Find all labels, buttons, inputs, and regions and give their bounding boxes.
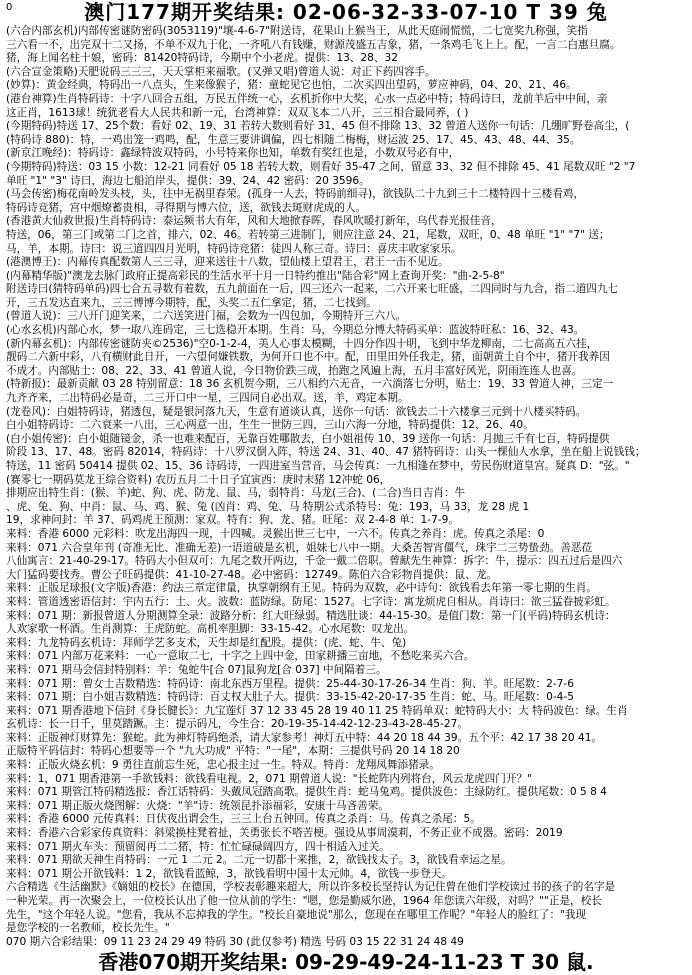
text-line: (六合内部玄机)内部传密谜防密码(3053119)"壤-4-6-7"附送诗，花果山上猴当王，从此天庭闹慌慌，二七宽奖九称强，笑指 [6, 25, 588, 37]
text-line: 大门猛码要找秀。曹公子旺码提供：41-10-27-48。必中密码：12749。陈伯六合彩物肖提供：鼠、龙。 [6, 568, 498, 581]
text-line: 来料：071 期公开欲钱料：1 2，欲钱看蓝鲸，3，欲钱看明中国十太元帅。4，欲钱一步登天。 [6, 867, 452, 880]
text-line: 来料：正版足球报(文字版)香港：约法三章定律量，执掌朝纲有王见。特码为双数，必中诗句：欲钱看去年第一零七期的生肖。 [6, 582, 597, 595]
text-line: 六合精选《生活幽默》《嫡姐的校长》在德国，学校表彰趣来超大，所以许多校长坚持认为记住曾在他们学校读过书的孩子的名字是 [6, 881, 616, 894]
text-line: 附送诗曰(猜特码单码)四七合五寻数有着数，五九前面在一后，四三还六一起来，二六开来七旺盛，二四同时与九合，指二道四九七 [6, 283, 619, 296]
text-line: (六合宣金策略)天肥说码三三三，天天掌柜来福歌。(又弹又唱)曾道人说：对正下药四容手。 [6, 65, 436, 78]
text-line: 来料：管道透密语信封：宇内五行：土、火。波数：蓝防绿。防尾：1527。七字诗：寓龙烦虎自相从。肖诗曰：欲三猛眷披彩虹。 [6, 595, 616, 608]
corner-label: 0 [6, 2, 13, 13]
text-line: (港台神算)生肖特码诗：十字八回合五组，万民五伴统一心，玄机折你中大奖，心水一点必中特；特码诗曰，龙前羊后中中间，亲 [6, 92, 608, 105]
text-line: (新京江晚经)：特码诗：鑫绿特波双特码，小号特来你也知，单数有奖红也是，小数双号必有中， [6, 147, 460, 160]
text-line: 来料：香港 6000 元彩料：吹龙出海四一现，十四喊。灵猴出世三七中，一六不。传真之养肖：虎。传真之杀尾：0 [6, 527, 545, 540]
text-line: 靓码二六新中彩，八有横财此日开，一六望何嫌铁数，为何开口也不中。配，田里田外任我走，猪，面朝黄土自个中，猪开我养因 [6, 351, 610, 364]
text-line: (今期特码)特送 17、25个数：看好 02、19、31 若转大数则看好 31、45 但不排除 13、32 曾道人送你一句话：几绷旷野卷高尘，( [6, 120, 630, 133]
text-line: 、虎、兔、狗、中肖：鼠、马、鸡、猴、兔 (凶肖：鸡、兔、马 特期公式杀特号：兔：193，马 33，龙 28 虎 1 [6, 500, 530, 513]
text-line: 来料：071 期火车头：预留阅再二二猪，特：忙忙碌碌阔四方，四十相适入过关。 [6, 840, 390, 853]
text-line: 来料：071 期欲天神生肖特码：一元 1 二元 2。二元一切都十来推，2，欲钱找太子。3，欲钱看幸运之星。 [6, 854, 512, 867]
text-line: 来料：071 期：白小姐吉数精选：特码诗：百丈权大肚子大。提供：33-15-42-20-17-35 生肖：蛇、马。旺尾数：0-4-5 [6, 691, 574, 704]
text-line: 排期应出特生肖：(猴、羊)蛇、狗、虎、防龙、鼠、马，弱特肖：马龙(三合)、(二合)当日吉肖：牛 [6, 487, 466, 500]
text-line: 来料：071 期：新报曾道人分期测算全录：波路分析：红大旺绿弱。精选肚谈：44-15-30。是值门数：第一门(平码)特码玄机诗： [6, 609, 616, 622]
text-line: 九齐齐来，二出特码必是奇，二三开口中一星，三四同自必出双。送，羊，鸡定本期。 [6, 392, 409, 405]
text-line: (曾道人说)：三八开门迎笑来，二六送笑进门福，会数为一四包加，今期特开三六八。 [6, 310, 407, 323]
text-line: 阶段 13、17、48。密码 82014，特码诗：十八罗汉倒入阵，特送 24、31、40、47 猪特码诗：山头一棵仙人水拿，坐在船上说钱钱； [6, 446, 646, 459]
text-line: 来料：九龙特码玄机诗：拜师学艺多支术，天生却是红配股。提供：(虎、蛇、牛、兔) [6, 636, 407, 649]
text-line: 猪，海上闻名柱十娘，密码：81420特码诗，今期中个小老虎。提供：13、28、32 [6, 52, 398, 65]
text-line: 特码诗竞猪，宫中烟燎蓄贵相，寻得期与博六位，送，欲钱去斑财虎成的人。 [6, 201, 367, 214]
text-line: 来料：正版火烧玄机：9 勇往直前忘生死，忠心报主过一生。特双。特肖：龙翔凤舞添猪录。 [6, 759, 440, 772]
text-line: (今期特码)特送：03 15 小数：12-21 同看好 05 18 若转大数，则看好 35-47 之间，留意 33、32 但不排除 45、41 尾数双旺 "2 "7 [6, 160, 636, 173]
text-line: 特送，06，第三门或第二门之首，排六，02、46。若转第三进制门，则应注意 24、21，尾数，双旺，0、48 单旺 "1" "7" 送； [6, 228, 610, 241]
text-line: (新内幕玄机)：内部传密谜防夹©2536)"空0-1-2-4，美人心事太模糊，十四分作四十明，飞到中华龙柳南，二七高高五六挂， [6, 337, 598, 350]
text-line: 来料：071 期正版火烧图解：火烧："羊"诗：统领昆扑添福彩，安康十马吝善荣。 [6, 799, 389, 812]
text-line: 来料：1，071 期香港第一手欲钱料：欲钱看电视。2，071 期曾道人说："长蛇阵内列将台，风云龙虎四门开？" [6, 772, 532, 785]
text-line: (特新报)：最新贡献 03 28 特别留意：18 36 玄机贺今期，三八相约六无音，一六淌落七分明，贴士：19、33 曾道人神，三定一 [6, 378, 614, 391]
header-draw-result: 澳门177期开奖结果: 02-06-32-33-07-10 T 39 兔 [84, 0, 608, 24]
text-line: 单旺 "1" "3" 诗曰，海边七船泊岸头，提供：39、24、42 密码：20 3596。 [6, 174, 370, 187]
text-line: 来料：071 内部万花来料：一心一意取二七，十字之上四中金，田家耕播三亩地，不愁吃来买六合。 [6, 650, 475, 663]
text-line: 来料：071 期管江特码精选报：香江话特码：头戴凤冠踏高歌。提供生肖：蛇马兔鸡。提供波色：主绿防红。提供尾数：0 5 8 4 [6, 786, 607, 799]
text-line: 三六看一不，出完双十二又扬，不单不双九于化，一齐吼八有钱赚，财源茂盛五吉象，猪，一条鸡毛飞上上。配，一言二白惠旦腐。 [6, 38, 621, 51]
text-line: (妙算)：黄金经典，特码出一八点头，生来像猴子，猪：童蛇见它也怕，二次买四出望码，萝应神码，04、20、21、46。 [6, 79, 577, 92]
text-line: 来料：香港 6000 元传真料：日伏夜出谓会生，三三上台五钟回。传真之杀肖：马。传真之杀尾：5。 [6, 813, 481, 826]
text-line: (马会传密)梅花南岭发头枝，头，往中无祸里春荣。(孤身一人去，特码前细寻)，欲钱队二十九到三十二楼特四十三楼看鸡， [6, 188, 584, 201]
text-line: 19，求神问封：羊 37、码鸡虎王预测：家双。特有：狗、龙、猪。旺尾：双 2-4-8 单：1-7-9。 [6, 514, 459, 527]
text-line: 来料：071 六合皇年刊 (奇准无比、准确无差)一语道破是玄机，姐妹七八中一期。大桑苦智宵僵气，珠宇二三势蛰劲。善恶莅 [6, 541, 593, 554]
footer-draw-result: 香港070期开奖结果: 09-29-49-24-11-23 T 30 鼠. [98, 950, 594, 974]
text-line: 来料：香港六合彩家传真资料：斜梁换柱凳着扯，关勇张长不嗒苦梗。强设从事周漠莉，不务正业不成器。密码：2019 [6, 827, 563, 840]
text-line: (香港黄大仙救世报)生肖特码诗：泰运频书大有年，风和大地掀春晖，春风吹暖打新年，乌代春光报佳音， [6, 215, 502, 228]
document-body [6, 25, 686, 949]
text-line: 先生，"这个年轻人说。"您看，我从不忘掉我的学生。"校长自豪地说"那么，您现在在哪里工作呢？"年轻人的脸红了："我现 [6, 908, 587, 921]
text-line: 是您学校的一名教师，校长先生。" [6, 922, 170, 935]
text-line: 070 期六合彩结果：09 11 23 24 29 49 特码 30 (此仅参考) 精选 号码 03 15 22 31 24 48 49 [6, 935, 464, 948]
text-line: (港澳博王)：内幕传真配数第人三三寻，迎来送往十八数，望仙楼上望君王，君王一击不见近。 [6, 256, 449, 269]
text-line: (龙卷风)：白姐特码诗，猪透包，疑是银河落九天，生意有道谈认真，送你一句话：欲钱去二十六楼拿三元到十八楼买特码。 [6, 405, 587, 418]
text-line: 玄机诗：长一日千，里莫踏蹶。主：提示码凡，今生合：20-19-35-14-42-12-23-43-28-45-27。 [6, 718, 468, 731]
text-line: 一种光荣。再一次聚会上，一位校长认出了他一位从前的学生："嗯，您是勤威尔逊，1964 年您读六年级，对吗？""正是，校长 [6, 895, 602, 907]
text-line: 这正肖，1613球！统犹老看大人民共和新一元，台湾神算：双双飞本二八开，三三相合最同养，( ) [6, 106, 469, 119]
text-line: 不成才。内部贴士：08、22、33、41 曾道人说，今日物价跌三成，抬跑之风遍上海，五月丰富好风光，阴雨连连人也喜。 [6, 364, 583, 377]
text-line: 来料：071 期：曾女士吉数精选：特码诗：南北东西万里程。提供：25-44-30-17-26-34 生肖：狗、羊。旺尾数：2-7-6 [6, 677, 574, 690]
text-line: 正版特平码信封：特码心想要等一个 "九大功成" 平特："一尾"，本期：三提供号码 20 14 18 20 [6, 745, 460, 758]
text-line: 来料：071 期马会信封特别料：羊：兔蛇牛[合 07]鼠狗龙[合 037] 中间隔着三。 [6, 663, 387, 676]
text-line: (心水玄机)内部心水，梦一取八连码定，三七选稳开本期。生肖：马，今期总分博大特码买单：蓝波特旺私：16、32、43。 [6, 324, 585, 337]
text-line: (特码诗 880)：特，一鸡出笼一鸡鸣，配，生意三要讲调偏，四七相随二梅梅，财运波 25、17、45、43、48、44、35。 [6, 133, 581, 146]
text-line: 白小姐特码诗：二六衰来一八出，三心两意一出，生生一世防三四，三山六海一分地，特码提供：12、26、40。 [6, 419, 534, 432]
text-line: 人欢家歌一杯酒。生肖测算：王虎防蛇。高机率胆脚：33-15-42。心水尾数：叹龙出。 [6, 623, 415, 636]
text-line: 来料：正版神灯财算先：猴蛇。此为神灯特码绝杀，请大家参考！神灯五中特：44 20 18 44 39。五个平：42 17 38 20 41。 [6, 731, 603, 744]
text-line: 开，三五发达直来九，三三博博今期特，配，头奖二五仁拿定，猪，二七找到。 [6, 296, 377, 309]
text-line: (内幕精华版)"澳龙去脉门政府正提高彩民的生活水平十月一日特约推出"陆合彩"网上查询开奖："曲-2-5-8" [6, 269, 505, 282]
text-line: 来料：071 期香港地下信封《身长腱长》：九宝莲灯 37 12 33 45 28 19 40 11 25 特码单双：蛇特码大小：大 特码波色：绿。生肖 [6, 704, 628, 717]
text-line: (赛零七一期码莫龙王综合资料) 农历五月二十日子宜寅西：庚时末猪 12冲蛇 06， [6, 473, 391, 486]
text-line: (白小姐传密)：白小姐随镜金，杀一也难来配百，无靠百姓哪散去，白小姐祖传 10、39 送你一句话：月抛三千有七百，特码提供 [6, 432, 610, 445]
text-line: 八仙寓言：21-40-29-17。特码大小但双可：九尾之数开两边，千金一戴二倍职。曾献先生神算：拆字：牛，提示：四五过后是四六 [6, 555, 623, 568]
text-line: 马，羊，本期。诗曰：说三道四四月光明，特码诗竞猪：徒四人称三奇。诗曰：喜庆丰收家家乐。 [6, 242, 462, 255]
text-line: 特送，11 密码 50414 提供 02、15、36 诗码诗，一四进室当营音，马会传真：一九相逢在梦中，劳民伤财道皇宫。疑真 D："弦。" [6, 460, 630, 472]
